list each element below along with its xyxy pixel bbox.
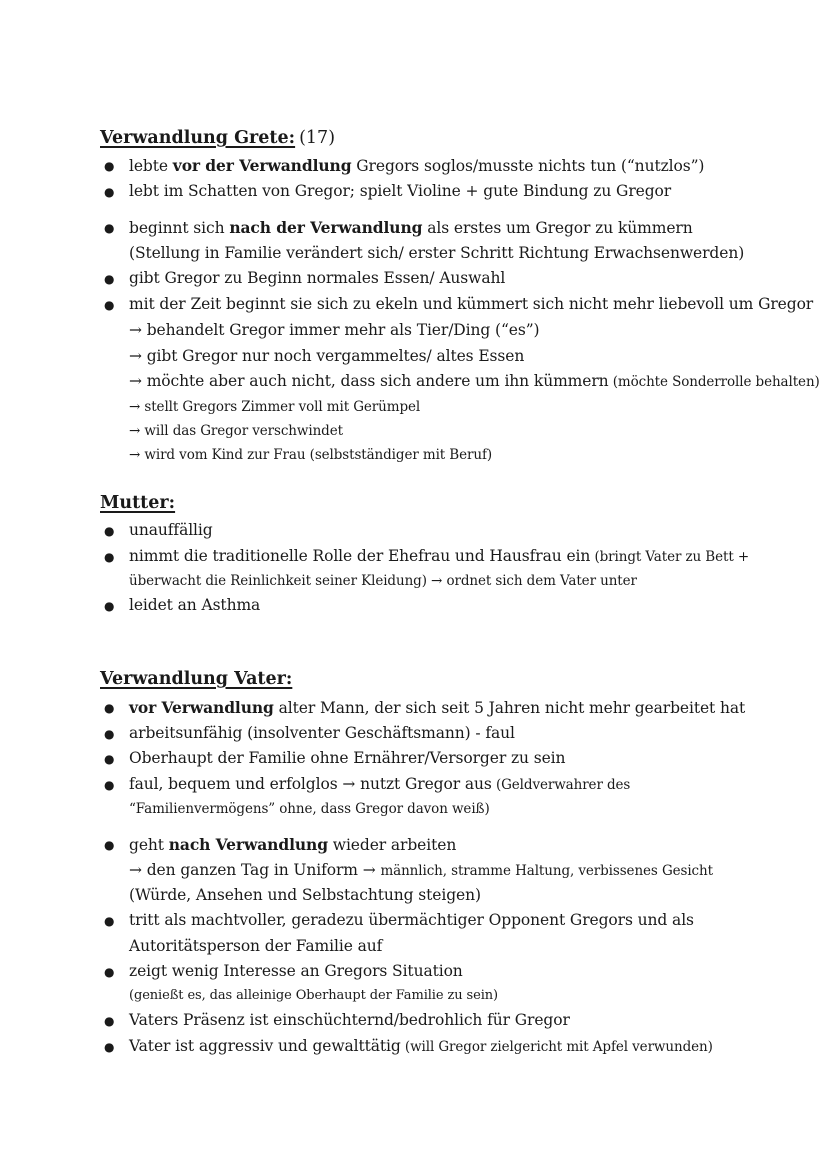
grete-bullet-3: beginnt sich nach der Verwandlung als erstes um Gregor zu kümmern bbox=[129, 218, 693, 237]
section-heading-grete bbox=[100, 128, 335, 148]
mutter-bullet-2: nimmt die traditionelle Rolle der Ehefrau und Hausfrau ein (bringt Vater zu Bett + bbox=[129, 547, 750, 565]
section-heading-vater: Verwandlung Vater: bbox=[100, 669, 293, 689]
bullet-icon: ● bbox=[104, 159, 115, 173]
grete-arrow-5: → will das Gregor verschwindet bbox=[129, 423, 343, 439]
bullet-icon: ● bbox=[104, 221, 115, 235]
grete-bullet-3-continuation: (Stellung in Familie verändert sich/ erster Schritt Richtung Erwachsenwerden) bbox=[129, 244, 745, 262]
grete-bullet-2: lebt im Schatten von Gregor; spielt Violine + gute Bindung zu Gregor bbox=[129, 182, 672, 200]
vater-bullet-1: vor Verwandlung alter Mann, der sich seit 5 Jahren nicht mehr gearbeitet hat bbox=[129, 698, 746, 717]
bullet-icon: ● bbox=[104, 727, 115, 741]
bullet-icon: ● bbox=[104, 524, 115, 538]
vater-bullet-4-continuation: “Familienvermögens” ohne, dass Gregor davon weiß) bbox=[129, 801, 490, 817]
vater-bullet-7-continuation: (genießt es, das alleinige Oberhaupt der Familie zu sein) bbox=[129, 988, 499, 1003]
bullet-icon: ● bbox=[104, 838, 115, 852]
vater-bullet-5-continuation: (Würde, Ansehen und Selbstachtung steigen) bbox=[129, 886, 481, 904]
grete-arrow-6: → wird vom Kind zur Frau (selbstständiger mit Beruf) bbox=[129, 447, 493, 463]
bullet-icon: ● bbox=[104, 185, 115, 199]
grete-bullet-5: mit der Zeit beginnt sie sich zu ekeln und kümmert sich nicht mehr liebevoll um Gregor bbox=[129, 295, 814, 313]
vater-bullet-5: geht nach Verwandlung wieder arbeiten bbox=[129, 835, 457, 854]
grete-arrow-2: → gibt Gregor nur noch vergammeltes/ altes Essen bbox=[129, 347, 525, 365]
bullet-icon: ● bbox=[104, 778, 115, 792]
bullet-icon: ● bbox=[104, 752, 115, 766]
vater-bullet-8: Vaters Präsenz ist einschüchternd/bedrohlich für Gregor bbox=[129, 1011, 570, 1029]
grete-title: Verwandlung Grete: bbox=[100, 128, 296, 148]
grete-bullet-4: gibt Gregor zu Beginn normales Essen/ Auswahl bbox=[129, 269, 506, 287]
bullet-icon: ● bbox=[104, 1014, 115, 1028]
bullet-icon: ● bbox=[104, 272, 115, 286]
mutter-bullet-2-continuation: überwacht die Reinlichkeit seiner Kleidung) → ordnet sich dem Vater unter bbox=[129, 573, 637, 589]
bullet-icon: ● bbox=[104, 701, 115, 715]
vater-bullet-7: zeigt wenig Interesse an Gregors Situation bbox=[129, 962, 463, 980]
vater-bullet-6: tritt als machtvoller, geradezu übermächtiger Opponent Gregors und als bbox=[129, 911, 694, 929]
bullet-icon: ● bbox=[104, 1040, 115, 1054]
vater-bullet-6-continuation: Autoritätsperson der Familie auf bbox=[129, 937, 383, 955]
grete-count: (17) bbox=[299, 128, 336, 148]
vater-bullet-9: Vater ist aggressiv und gewalttätig (will Gregor zielgericht mit Apfel verwunden) bbox=[129, 1037, 713, 1055]
bullet-icon: ● bbox=[104, 599, 115, 613]
vater-arrow-1: → den ganzen Tag in Uniform → männlich, stramme Haltung, verbissenes Gesicht bbox=[129, 861, 713, 879]
grete-bullet-1: lebte vor der Verwandlung Gregors soglos/musste nichts tun (“nutzlos”) bbox=[129, 156, 705, 175]
grete-arrow-1: → behandelt Gregor immer mehr als Tier/Ding (“es”) bbox=[129, 321, 540, 339]
mutter-bullet-3: leidet an Asthma bbox=[129, 596, 261, 614]
section-heading-mutter: Mutter: bbox=[100, 493, 176, 513]
vater-bullet-2: arbeitsunfähig (insolventer Geschäftsmann) - faul bbox=[129, 724, 515, 742]
grete-arrow-4: → stellt Gregors Zimmer voll mit Gerümpel bbox=[129, 399, 421, 415]
vater-bullet-3: Oberhaupt der Familie ohne Ernährer/Versorger zu sein bbox=[129, 749, 566, 767]
bullet-icon: ● bbox=[104, 550, 115, 564]
vater-bullet-4: faul, bequem und erfolglos → nutzt Gregor aus (Geldverwahrer des bbox=[129, 775, 631, 793]
bullet-icon: ● bbox=[104, 298, 115, 312]
bullet-icon: ● bbox=[104, 914, 115, 928]
mutter-bullet-1: unauffällig bbox=[129, 521, 213, 539]
bullet-icon: ● bbox=[104, 965, 115, 979]
grete-arrow-3: → möchte aber auch nicht, dass sich andere um ihn kümmern (möchte Sonderrolle behalten) bbox=[129, 372, 820, 390]
